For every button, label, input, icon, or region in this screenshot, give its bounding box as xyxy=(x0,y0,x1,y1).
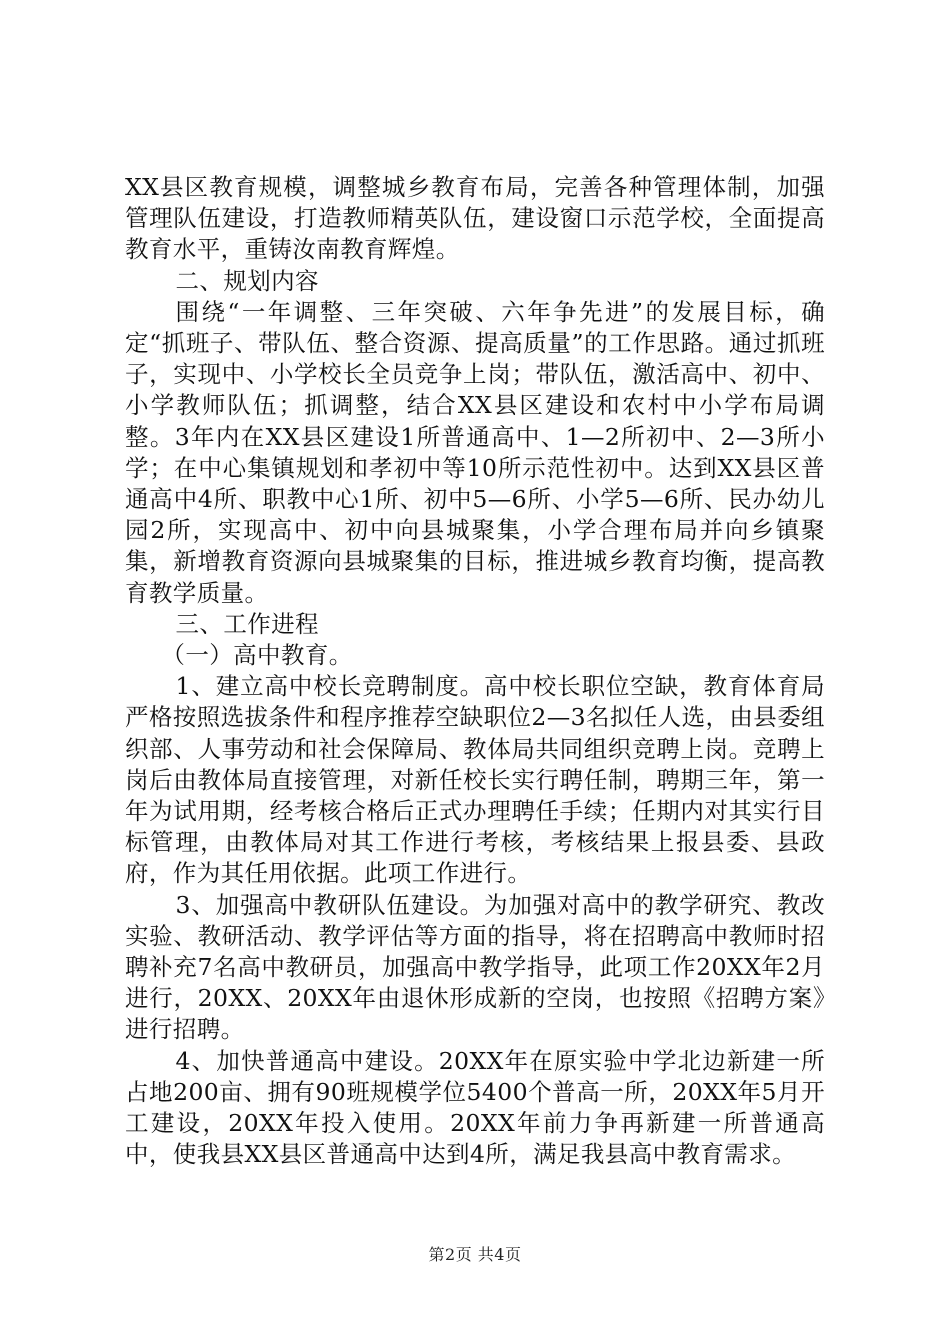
paragraph-item-1: 1、建立高中校长竞聘制度。高中校长职位空缺，教育体育局严格按照选拔条件和程序推荐空缺职位2—3名拟任人选，由县委组织部、人事劳动和社会保障局、教体局共同组织竞聘上岗。竞聘上岗后由教体局直接管理，对新任校长实行聘任制，聘期三年，第一年为试用期，经考核合格后正式办理聘任手续；任期内对其实行目标管理，由教体局对其工作进行考核，考核结果上报县委、县政府，作为其任用依据。此项工作进行。 xyxy=(125,672,825,888)
section-heading-progress: 三、工作进程 xyxy=(175,609,319,638)
paragraph-item-4: 4、加快普通高中建设。20XX年在原实验中学北边新建一所占地200亩、拥有90班规模学位5400个普高一所，20XX年5月开工建设，20XX年投入使用。20XX年前力争再新建一所普通高中，使我县XX县区普通高中达到4所，满足我县高中教育需求。 xyxy=(125,1046,825,1169)
section-heading-planning: 二、规划内容 xyxy=(175,266,319,295)
document-body xyxy=(125,172,825,1171)
page-footer: 第2页 共4页 xyxy=(428,1245,522,1264)
subsection-heading-high-school: （一）高中教育。 xyxy=(161,641,353,670)
paragraph-intro: XX县区教育规模，调整城乡教育布局，完善各种管理体制，加强管理队伍建设，打造教师精英队伍，建设窗口示范学校，全面提高教育水平，重铸汝南教育辉煌。 xyxy=(125,173,825,264)
paragraph-item-3: 3、加强高中教研队伍建设。为加强对高中的教学研究、教改实验、教研活动、教学评估等方面的指导，将在招聘高中教师时招聘补充7名高中教研员，加强高中教学指导，此项工作20XX年2月进行，20XX、20XX年由退休形成新的空岗，也按照《招聘方案》进行招聘。 xyxy=(125,890,825,1044)
paragraph-planning: 围绕“一年调整、三年突破、六年争先进”的发展目标，确定“抓班子、带队伍、整合资源、提高质量”的工作思路。通过抓班子，实现中、小学校长全员竞争上岗；带队伍，激活高中、初中、小学教师队伍；抓调整，结合XX县区建设和农村中小学布局调整。3年内在XX县区建设1所普通高中、1—2所初中、2—3所小学；在中心集镇规划和孝初中等10所示范性初中。达到XX县区普通高中4所、职教中心1所、初中5—6所、小学5—6所、民办幼儿园2所，实现高中、初中向县城聚集，小学合理布局并向乡镇聚集，新增教育资源向县城聚集的目标，推进城乡教育均衡，提高教育教学质量。 xyxy=(125,297,825,607)
